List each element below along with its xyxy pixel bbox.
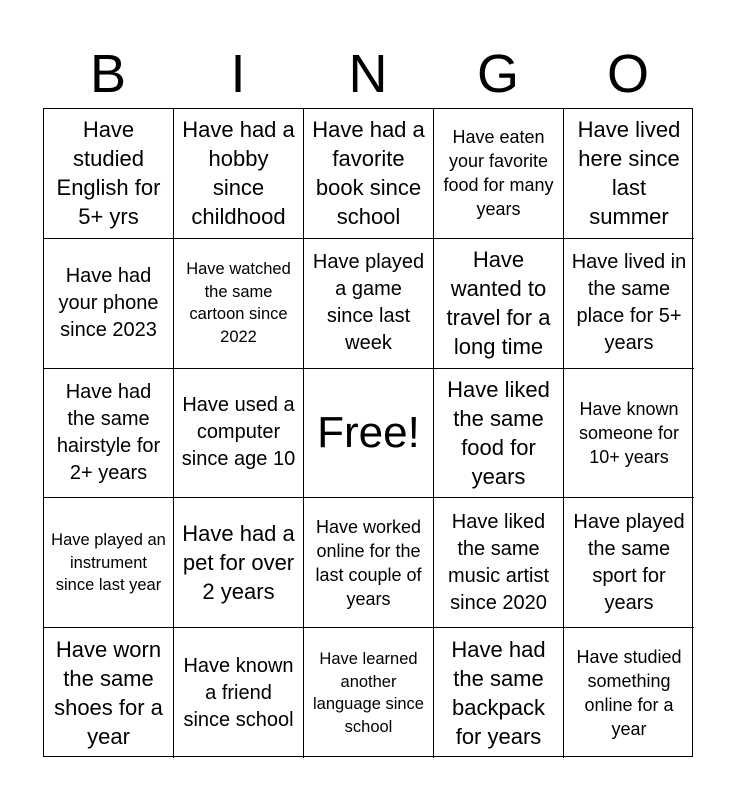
header-letter-i: I	[230, 44, 246, 104]
cell-text: Have had the same backpack for years	[451, 637, 546, 750]
bingo-cell-r3c5[interactable]	[564, 369, 694, 499]
bingo-cell-r3c1[interactable]	[44, 369, 174, 499]
bingo-cell-r3c2[interactable]	[174, 369, 304, 499]
cell-text: Have played an instrument since last year	[51, 531, 166, 595]
cell-text: Have learned another language since school	[312, 650, 424, 736]
cell-text: Have had a hobby since childhood	[182, 117, 295, 230]
cell-text: Have liked the same music artist since 2020	[447, 510, 550, 614]
cell-text: Have known a friend since school	[183, 654, 294, 731]
bingo-cell-r4c2[interactable]	[174, 498, 304, 628]
cell-text: Have lived in the same place for 5+ years	[571, 251, 687, 355]
bingo-cell-r5c3[interactable]	[304, 628, 434, 758]
free-space-cell[interactable]	[304, 369, 434, 499]
bingo-header	[43, 40, 693, 108]
bingo-cell-r4c1[interactable]	[44, 498, 174, 628]
bingo-cell-r2c5[interactable]	[564, 239, 694, 369]
bingo-cell-r5c5[interactable]	[564, 628, 694, 758]
bingo-cell-r2c2[interactable]	[174, 239, 304, 369]
bingo-cell-r2c3[interactable]	[304, 239, 434, 369]
cell-text: Have worn the same shoes for a year	[54, 637, 163, 750]
cell-text: Have known someone for 10+ years	[578, 398, 680, 467]
bingo-cell-r5c4[interactable]	[434, 628, 564, 758]
bingo-cell-r2c1[interactable]	[44, 239, 174, 369]
cell-text: Have wanted to travel for a long time	[446, 247, 551, 360]
cell-text: Have had the same hairstyle for 2+ years	[56, 380, 161, 484]
bingo-cell-r4c4[interactable]	[434, 498, 564, 628]
bingo-cell-r1c2[interactable]	[174, 109, 304, 239]
header-letter-n: N	[348, 44, 388, 104]
cell-text: Have had a pet for over 2 years	[182, 521, 295, 605]
bingo-cell-r3c4[interactable]	[434, 369, 564, 499]
cell-text: Have had your phone since 2023	[58, 264, 159, 341]
cell-text: Have liked the same food for years	[447, 376, 550, 489]
cell-text: Have played a game since last week	[312, 251, 425, 355]
cell-text: Have lived here since last summer	[577, 117, 681, 230]
cell-text: Have played the same sport for years	[573, 510, 685, 614]
cell-text: Have eaten your favorite food for many years	[443, 127, 554, 220]
cell-text: Have watched the same cartoon since 2022	[186, 260, 291, 346]
bingo-grid	[43, 108, 693, 757]
header-letter-o: O	[606, 44, 649, 104]
free-space-text: Free!	[317, 407, 420, 457]
bingo-cell-r1c5[interactable]	[564, 109, 694, 239]
bingo-cell-r1c1[interactable]	[44, 109, 174, 239]
cell-text: Have studied something online for a year	[576, 647, 682, 740]
cell-text: Have used a computer since age 10	[181, 394, 296, 471]
cell-text: Have worked online for the last couple of years	[315, 516, 422, 609]
bingo-cell-r2c4[interactable]	[434, 239, 564, 369]
bingo-cell-r1c3[interactable]	[304, 109, 434, 239]
cell-text: Have studied English for 5+ yrs	[56, 117, 161, 230]
bingo-cell-r4c3[interactable]	[304, 498, 434, 628]
bingo-cell-r4c5[interactable]	[564, 498, 694, 628]
bingo-cell-r5c1[interactable]	[44, 628, 174, 758]
header-letter-b: B	[89, 44, 127, 104]
header-letter-g: G	[476, 44, 519, 104]
bingo-cell-r5c2[interactable]	[174, 628, 304, 758]
bingo-cell-r1c4[interactable]	[434, 109, 564, 239]
cell-text: Have had a favorite book since school	[312, 117, 425, 230]
